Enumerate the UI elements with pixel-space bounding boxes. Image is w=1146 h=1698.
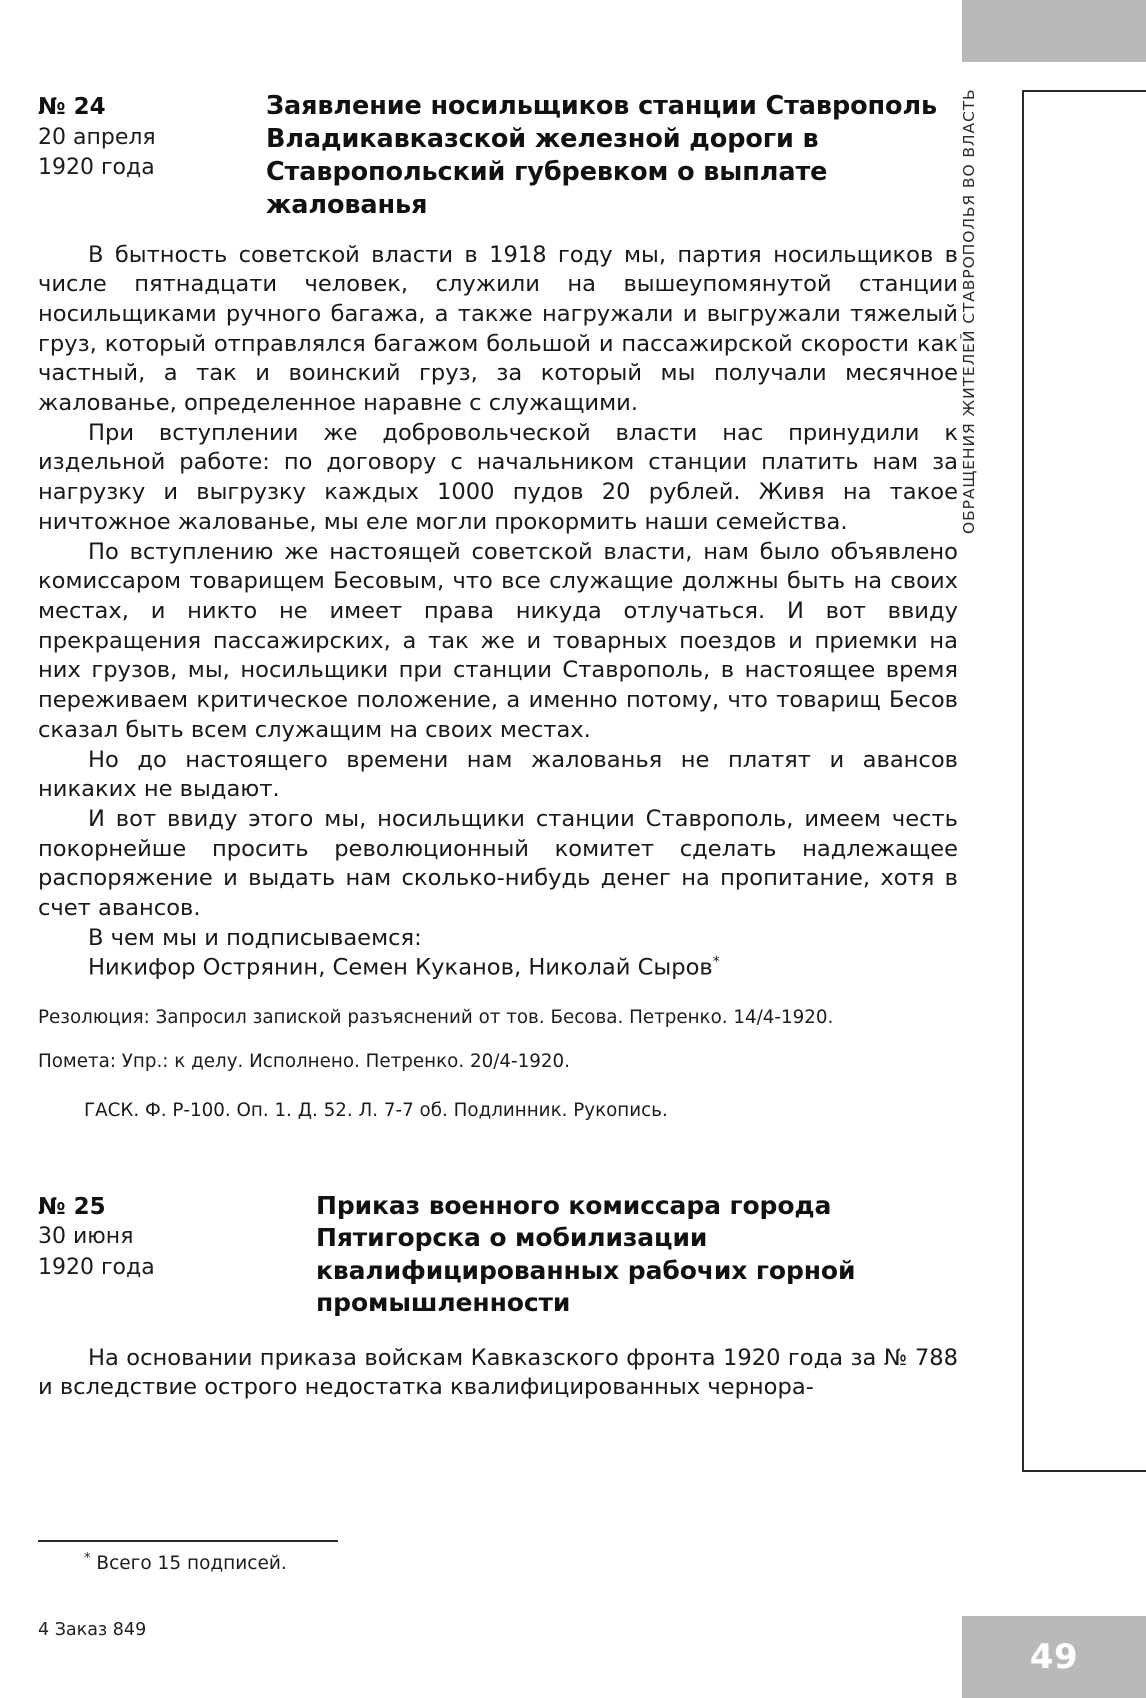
side-rule-frame bbox=[1022, 90, 1146, 1472]
document-date-year-24: 1920 года bbox=[38, 155, 155, 181]
document-title-25: Приказ военного комиссара города Пятигорска о мобилизации квалифицированных рабочих горной промышленности bbox=[316, 1190, 856, 1318]
paragraph: В бытность советской власти в 1918 году мы, партия носильщиков в числе пятнадцати человек, служили на вышеупомянутой станции носильщиками ручного багажа, а также нагружали и выгружали тяжелый груз, который отправлялся багажом большой и пассажирской скорости как частный, а так и воинский груз, за который мы получали месячное жалованье, определенное наравне с служащими. bbox=[38, 241, 958, 417]
page-content bbox=[38, 90, 958, 1403]
footnote-body: Всего 15 подписей. bbox=[96, 1553, 287, 1575]
signature-line bbox=[38, 953, 958, 983]
document-meta-25 bbox=[38, 1190, 248, 1283]
paragraph: По вступлению же настоящей советской власти, нам было объявлено комиссаром товарищем Бесовым, что все служащие должны быть на своих местах, и никто не имеет права никуда отлучаться. И вот ввиду прекращения пассажирских, а так же и товарных поездов и приемки на них грузов, мы, носильщики при станции Ставрополь, в настоящее время переживаем критическое положение, а именно потому, что товарищ Бесов сказал быть всем служащим на своих местах. bbox=[38, 538, 958, 743]
footnote-text bbox=[38, 1551, 958, 1574]
archive-reference-24: ГАСК. Ф. Р-100. Оп. 1. Д. 52. Л. 7-7 об. Подлинник. Рукопись. bbox=[84, 1100, 668, 1122]
pometa-note-24: Помета: Упр.: к делу. Исполнено. Петренко. 20/4-1920. bbox=[38, 1051, 570, 1073]
document-date-day-24: 20 апреля bbox=[38, 124, 156, 150]
document-number-24: № 24 bbox=[38, 94, 106, 120]
document-date-year-25: 1920 года bbox=[38, 1255, 155, 1281]
signature-footnote-marker: * bbox=[712, 954, 720, 971]
document-body-24 bbox=[38, 241, 958, 984]
resolution-note-24: Резолюция: Запросил запиской разъяснений от тов. Бесова. Петренко. 14/4-1920. bbox=[38, 1006, 834, 1028]
paragraph: И вот ввиду этого мы, носильщики станции Ставрополь, имеем честь покорнейше просить революционный комитет сделать надлежащее распоряжение и выдать нам сколько-нибудь денег на пропитание, хотя в счет авансов. bbox=[38, 805, 958, 922]
paragraph: Но до настоящего времени нам жалованья не платят и авансов никаких не выдают. bbox=[38, 746, 958, 803]
running-side-title: ОБРАЩЕНИЯ ЖИТЕЛЕЙ СТАВРОПОЛЬЯ ВО ВЛАСТЬ bbox=[960, 88, 978, 534]
paragraph: На основании приказа войскам Кавказского фронта 1920 года за № 788 и вследствие острого недостатка квалифицированных чернора- bbox=[38, 1344, 958, 1401]
corner-decoration-block bbox=[962, 0, 1146, 62]
document-number-25: № 25 bbox=[38, 1193, 106, 1220]
document-header-24 bbox=[38, 90, 958, 223]
document-date-day-25: 30 июня bbox=[38, 1224, 134, 1250]
document-meta-24 bbox=[38, 90, 248, 183]
footnote-divider bbox=[38, 1540, 338, 1542]
signatures-text: Никифор Острянин, Семен Куканов, Николай Сыров bbox=[88, 954, 713, 981]
document-header-25 bbox=[38, 1190, 958, 1320]
paragraph: При вступлении же добровольческой власти нас принудили к издельной работе: по договору с начальником станции платить нам за нагрузку и выгрузку каждых 1000 пудов 20 рублей. Живя на такое ничтожное жалованье, мы еле могли прокормить наши семейства. bbox=[38, 419, 958, 535]
footnote-marker: * bbox=[84, 1551, 91, 1566]
document-title-24: Заявление носильщиков станции Ставрополь Владикавказской железной дороги в Ставропольский губревком о выплате жалованья bbox=[266, 91, 938, 221]
paragraph: В чем мы и подписываемся: bbox=[88, 924, 422, 951]
footnote-area bbox=[38, 1540, 958, 1574]
document-body-25 bbox=[38, 1344, 958, 1403]
print-order-folio: 4 Заказ 849 bbox=[38, 1620, 147, 1640]
page-number: 49 bbox=[962, 1616, 1146, 1698]
